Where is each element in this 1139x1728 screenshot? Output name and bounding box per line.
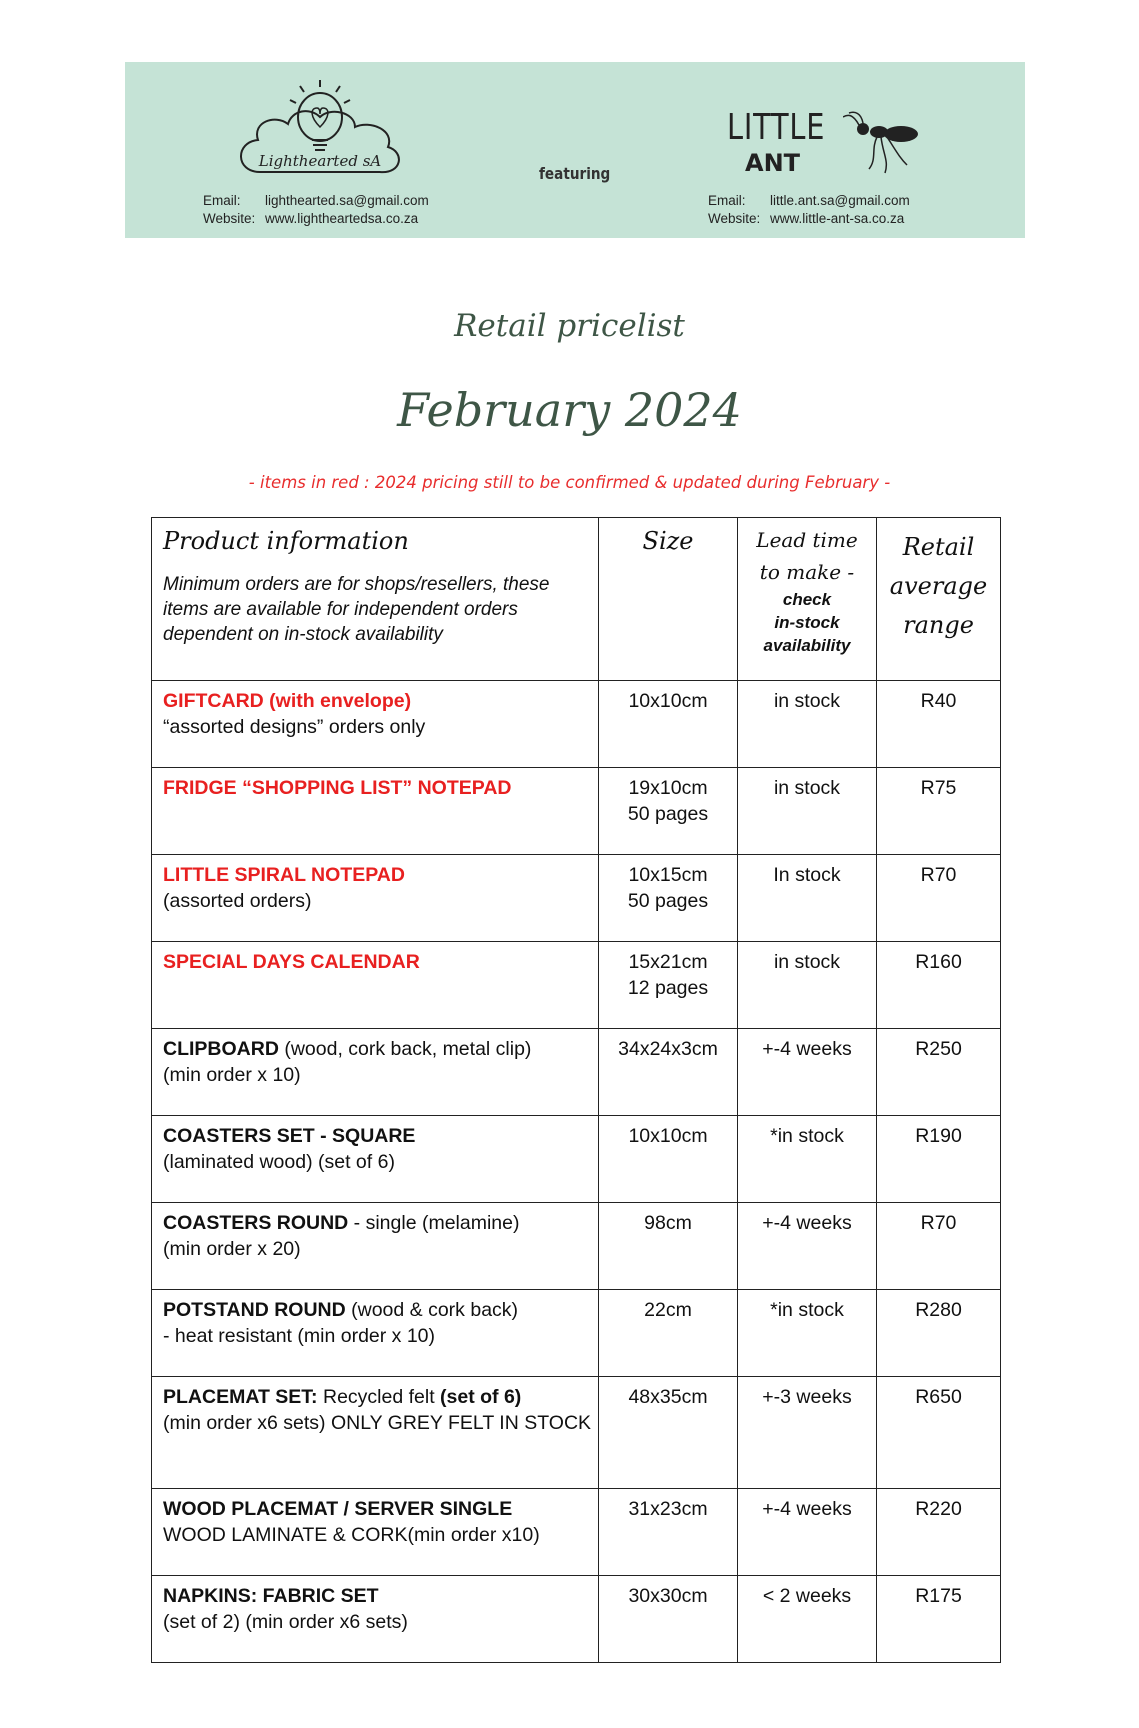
lighthearted-brand-text: Lighthearted sA bbox=[258, 152, 382, 170]
price-value: R70 bbox=[920, 1212, 957, 1234]
product-cell bbox=[152, 855, 599, 942]
lighthearted-email: lighthearted.sa@gmail.com bbox=[265, 193, 429, 208]
price-value: R160 bbox=[915, 951, 962, 973]
product-detail: (min order x6 sets) ONLY GREY FELT IN STOCK bbox=[163, 1412, 592, 1434]
lighthearted-logo bbox=[230, 72, 410, 187]
product-desc: Recycled felt bbox=[317, 1386, 441, 1408]
pricing-note: - items in red : 2024 pricing still to be confirmed & updated during February - bbox=[248, 473, 891, 492]
product-cell bbox=[152, 768, 599, 855]
lead-time-value: in stock bbox=[773, 690, 841, 712]
price-value: R650 bbox=[915, 1386, 962, 1408]
header-retail-line2: average bbox=[889, 572, 988, 600]
size-pages: 12 pages bbox=[627, 977, 709, 999]
lighthearted-website: www.lightheartedsa.co.za bbox=[265, 211, 419, 226]
product-name: LITTLE SPIRAL NOTEPAD bbox=[163, 864, 405, 886]
lead-time-value: +-4 weeks bbox=[762, 1038, 852, 1060]
price-cell bbox=[877, 1377, 1001, 1489]
lead-time-cell bbox=[738, 1116, 877, 1203]
table-row bbox=[152, 768, 1001, 855]
product-desc: (wood & cork back) bbox=[345, 1299, 519, 1321]
size-value: 10x10cm bbox=[628, 690, 708, 712]
product-detail: (assorted orders) bbox=[163, 890, 312, 912]
size-value: 98cm bbox=[644, 1212, 692, 1234]
lead-time-value: +-4 weeks bbox=[762, 1498, 852, 1520]
size-cell bbox=[599, 768, 738, 855]
product-set-size: (set of 6) bbox=[440, 1386, 522, 1408]
product-desc: - single (melamine) bbox=[348, 1212, 520, 1234]
product-detail: WOOD LAMINATE & CORK(min order x10) bbox=[163, 1524, 540, 1546]
lead-time-value: +-4 weeks bbox=[762, 1212, 852, 1234]
product-detail: (set of 2) (min order x6 sets) bbox=[163, 1611, 408, 1633]
price-value: R280 bbox=[915, 1299, 962, 1321]
lead-time-cell bbox=[738, 1576, 877, 1663]
size-pages: 50 pages bbox=[627, 803, 709, 825]
product-name: GIFTCARD (with envelope) bbox=[163, 690, 412, 712]
size-cell bbox=[599, 1489, 738, 1576]
size-cell bbox=[599, 1029, 738, 1116]
product-cell bbox=[152, 1029, 599, 1116]
product-cell bbox=[152, 1203, 599, 1290]
header-product: Product information bbox=[163, 527, 409, 555]
lead-time-cell bbox=[738, 1290, 877, 1377]
little-ant-email: little.ant.sa@gmail.com bbox=[770, 193, 910, 208]
product-name: PLACEMAT SET: bbox=[163, 1386, 318, 1408]
lead-time-value: in stock bbox=[773, 951, 841, 973]
size-cell bbox=[599, 855, 738, 942]
product-detail: “assorted designs” orders only bbox=[163, 716, 426, 738]
product-cell bbox=[152, 942, 599, 1029]
website-label: Website: bbox=[708, 211, 761, 226]
lead-time-cell bbox=[738, 1029, 877, 1116]
product-name: CLIPBOARD bbox=[163, 1038, 279, 1060]
price-cell bbox=[877, 768, 1001, 855]
header-retail-line1: Retail bbox=[902, 533, 975, 561]
size-value: 19x10cm bbox=[628, 777, 708, 799]
header-size-cell bbox=[599, 518, 738, 681]
header-lead-line1: Lead time bbox=[756, 528, 858, 552]
price-value: R40 bbox=[920, 690, 957, 712]
featuring-label: featuring bbox=[539, 164, 611, 183]
lead-time-cell bbox=[738, 855, 877, 942]
table-row bbox=[152, 942, 1001, 1029]
lead-time-cell bbox=[738, 942, 877, 1029]
table-row bbox=[152, 681, 1001, 768]
product-name: NAPKINS: FABRIC SET bbox=[163, 1585, 379, 1607]
price-value: R175 bbox=[915, 1585, 962, 1607]
price-table bbox=[151, 517, 1001, 1663]
price-cell bbox=[877, 1203, 1001, 1290]
price-value: R70 bbox=[920, 864, 957, 886]
product-detail: (min order x 20) bbox=[163, 1238, 301, 1260]
lead-time-cell bbox=[738, 681, 877, 768]
header-retail-cell bbox=[877, 518, 1001, 681]
little-ant-logo bbox=[725, 107, 925, 187]
price-cell bbox=[877, 1029, 1001, 1116]
table-row bbox=[152, 1377, 1001, 1489]
product-cell bbox=[152, 1576, 599, 1663]
product-detail: - heat resistant (min order x 10) bbox=[163, 1325, 436, 1347]
price-cell bbox=[877, 855, 1001, 942]
size-value: 10x15cm bbox=[628, 864, 708, 886]
table-row bbox=[152, 1029, 1001, 1116]
price-cell bbox=[877, 1576, 1001, 1663]
lead-time-cell bbox=[738, 1203, 877, 1290]
header-banner bbox=[125, 62, 1025, 238]
product-name: COASTERS ROUND bbox=[163, 1212, 349, 1234]
product-name: FRIDGE “SHOPPING LIST” NOTEPAD bbox=[163, 777, 512, 799]
product-cell bbox=[152, 1489, 599, 1576]
email-label: Email: bbox=[708, 193, 746, 208]
size-value: 10x10cm bbox=[628, 1125, 708, 1147]
product-detail: (min order x 10) bbox=[163, 1064, 301, 1086]
email-label: Email: bbox=[203, 193, 241, 208]
size-value: 34x24x3cm bbox=[618, 1038, 718, 1060]
size-cell bbox=[599, 1290, 738, 1377]
lead-time-cell bbox=[738, 1377, 877, 1489]
product-desc: (wood, cork back, metal clip) bbox=[278, 1038, 532, 1060]
product-name: SPECIAL DAYS CALENDAR bbox=[163, 951, 420, 973]
size-value: 22cm bbox=[644, 1299, 692, 1321]
price-value: R220 bbox=[915, 1498, 962, 1520]
size-cell bbox=[599, 1203, 738, 1290]
table-header-row bbox=[152, 518, 1001, 681]
product-name: COASTERS SET - SQUARE bbox=[163, 1125, 416, 1147]
price-cell bbox=[877, 1290, 1001, 1377]
size-cell bbox=[599, 1116, 738, 1203]
header-lead-line2: to make - bbox=[759, 560, 855, 584]
little-ant-brand-line1: LITTLE bbox=[727, 107, 826, 148]
lead-time-value: *in stock bbox=[770, 1299, 844, 1321]
product-name: POTSTAND ROUND bbox=[163, 1299, 346, 1321]
product-name: WOOD PLACEMAT / SERVER SINGLE bbox=[163, 1498, 513, 1520]
header-product-cell bbox=[152, 518, 599, 681]
header-retail-line3: range bbox=[903, 611, 974, 639]
table-row bbox=[152, 1489, 1001, 1576]
product-cell bbox=[152, 1377, 599, 1489]
price-value: R250 bbox=[915, 1038, 962, 1060]
lead-time-value: in stock bbox=[773, 777, 841, 799]
ant-icon bbox=[843, 109, 923, 179]
page-title: Retail pricelist bbox=[454, 308, 685, 344]
header-lead-line3: check bbox=[782, 590, 832, 609]
table-row bbox=[152, 855, 1001, 942]
header-lead-line4: in-stock bbox=[774, 613, 840, 632]
price-cell bbox=[877, 681, 1001, 768]
size-cell bbox=[599, 1377, 738, 1489]
lead-time-cell bbox=[738, 1489, 877, 1576]
website-label: Website: bbox=[203, 211, 256, 226]
product-cell bbox=[152, 1290, 599, 1377]
lead-time-value: +-3 weeks bbox=[762, 1386, 852, 1408]
table-row bbox=[152, 1203, 1001, 1290]
price-cell bbox=[877, 942, 1001, 1029]
header-lead-line5: availability bbox=[763, 636, 851, 655]
header-lead-time-cell bbox=[738, 518, 877, 681]
lighthearted-contact bbox=[203, 192, 429, 228]
page-subtitle: February 2024 bbox=[397, 383, 742, 437]
price-cell bbox=[877, 1489, 1001, 1576]
size-value: 30x30cm bbox=[628, 1585, 708, 1607]
lead-time-cell bbox=[738, 768, 877, 855]
table-row bbox=[152, 1290, 1001, 1377]
product-detail: (laminated wood) (set of 6) bbox=[163, 1151, 395, 1173]
lead-time-value: < 2 weeks bbox=[762, 1585, 852, 1607]
little-ant-website: www.little-ant-sa.co.za bbox=[770, 211, 905, 226]
little-ant-contact bbox=[708, 192, 910, 228]
size-value: 31x23cm bbox=[628, 1498, 708, 1520]
little-ant-brand-line2: ANT bbox=[745, 149, 801, 177]
table-row bbox=[152, 1576, 1001, 1663]
product-cell bbox=[152, 1116, 599, 1203]
size-cell bbox=[599, 942, 738, 1029]
size-value: 15x21cm bbox=[628, 951, 708, 973]
lead-time-value: In stock bbox=[773, 864, 841, 886]
header-product-note: Minimum orders are for shops/resellers, these items are available for independent orders dependent on in-stock availability bbox=[163, 574, 550, 645]
size-value: 48x35cm bbox=[628, 1386, 708, 1408]
price-value: R190 bbox=[915, 1125, 962, 1147]
header-size: Size bbox=[642, 527, 694, 555]
size-cell bbox=[599, 681, 738, 768]
lead-time-value: *in stock bbox=[770, 1125, 844, 1147]
price-cell bbox=[877, 1116, 1001, 1203]
price-value: R75 bbox=[920, 777, 957, 799]
size-pages: 50 pages bbox=[627, 890, 709, 912]
table-row bbox=[152, 1116, 1001, 1203]
product-cell bbox=[152, 681, 599, 768]
size-cell bbox=[599, 1576, 738, 1663]
